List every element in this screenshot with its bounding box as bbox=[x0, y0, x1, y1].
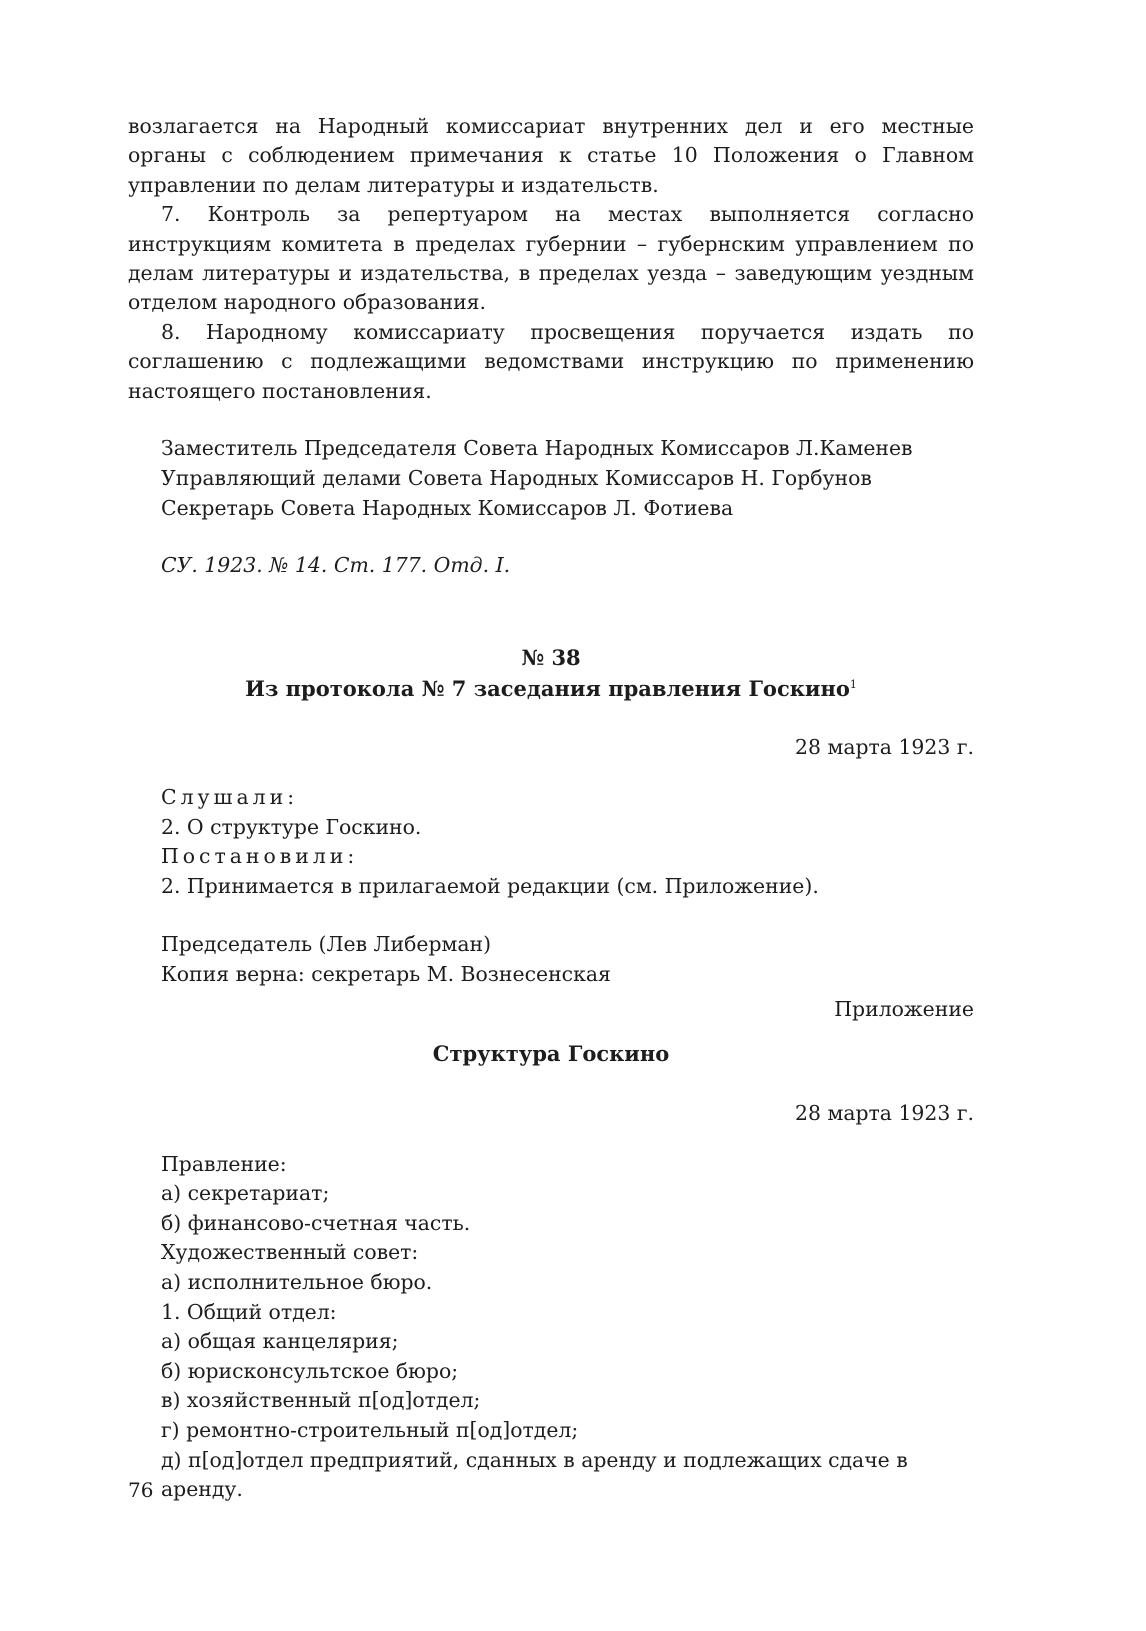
document-title-text: Из протокола № 7 заседания правления Госкино bbox=[245, 676, 850, 702]
paragraph-7: 7. Контроль за репертуаром на местах выполняется согласно инструкциям комитета в пределах губернии – губернским управлением по делам литературы и издательства, в пределах уезда – заведующим уездным отделом народного образования. bbox=[128, 202, 974, 315]
document-title bbox=[128, 673, 974, 704]
structure-item: д) п[од]отдел предприятий, сданных в аренду и подлежащих сдаче в аренду. bbox=[161, 1447, 908, 1502]
appendix-label: Приложение bbox=[834, 996, 974, 1021]
structure-item: г) ремонтно-строительный п[од]отдел; bbox=[161, 1417, 579, 1442]
structure-item: б) финансово-счетная часть. bbox=[161, 1210, 471, 1235]
copy-certification: Копия верна: секретарь М. Вознесенская bbox=[161, 962, 611, 987]
structure-item: Правление: bbox=[161, 1151, 287, 1176]
paragraph-8: 8. Народному комиссариату просвещения поручается издать по соглашению с подлежащими ведомствами инструкцию по применению настоящего постановления. bbox=[128, 319, 974, 403]
heard-label: Слушали: bbox=[161, 785, 299, 810]
structure-item: Художественный совет: bbox=[161, 1240, 419, 1265]
protocol-date: 28 марта 1923 г. bbox=[795, 735, 974, 760]
structure-list bbox=[128, 1150, 974, 1505]
signature-line: Управляющий делами Совета Народных Комиссаров Н. Горбунов bbox=[161, 466, 872, 491]
footnote-marker: 1 bbox=[849, 678, 857, 692]
paragraph-continuation: возлагается на Народный комиссариат внутренних дел и его местные органы с соблюдением примечания к статье 10 Положения о Главном управлении по делам литературы и издательств. bbox=[128, 114, 974, 197]
structure-item: б) юрисконсультское бюро; bbox=[161, 1358, 459, 1383]
structure-date: 28 марта 1923 г. bbox=[795, 1100, 974, 1125]
heard-item: 2. О структуре Госкино. bbox=[161, 814, 422, 839]
structure-title: Структура Госкино bbox=[432, 1040, 670, 1066]
structure-item: а) общая канцелярия; bbox=[161, 1329, 399, 1354]
resolved-label: Постановили: bbox=[161, 844, 359, 869]
source-citation: СУ. 1923. № 14. Ст. 177. Отд. I. bbox=[161, 553, 511, 578]
structure-item: в) хозяйственный п[од]отдел; bbox=[161, 1388, 481, 1413]
chairman-signature: Председатель (Лев Либерман) bbox=[161, 932, 492, 957]
structure-item: 1. Общий отдел: bbox=[161, 1299, 337, 1324]
page-number: 76 bbox=[128, 1478, 154, 1502]
signature-line: Секретарь Совета Народных Комиссаров Л. Фотиева bbox=[161, 496, 734, 521]
page-content bbox=[128, 112, 974, 1505]
signature-line: Заместитель Председателя Совета Народных Комиссаров Л.Каменев bbox=[161, 436, 913, 461]
structure-item: а) исполнительное бюро. bbox=[161, 1270, 433, 1294]
resolved-item: 2. Принимается в прилагаемой редакции (см. Приложение). bbox=[161, 873, 819, 898]
structure-item: а) секретариат; bbox=[161, 1181, 330, 1206]
document-number: № 38 bbox=[521, 645, 581, 671]
